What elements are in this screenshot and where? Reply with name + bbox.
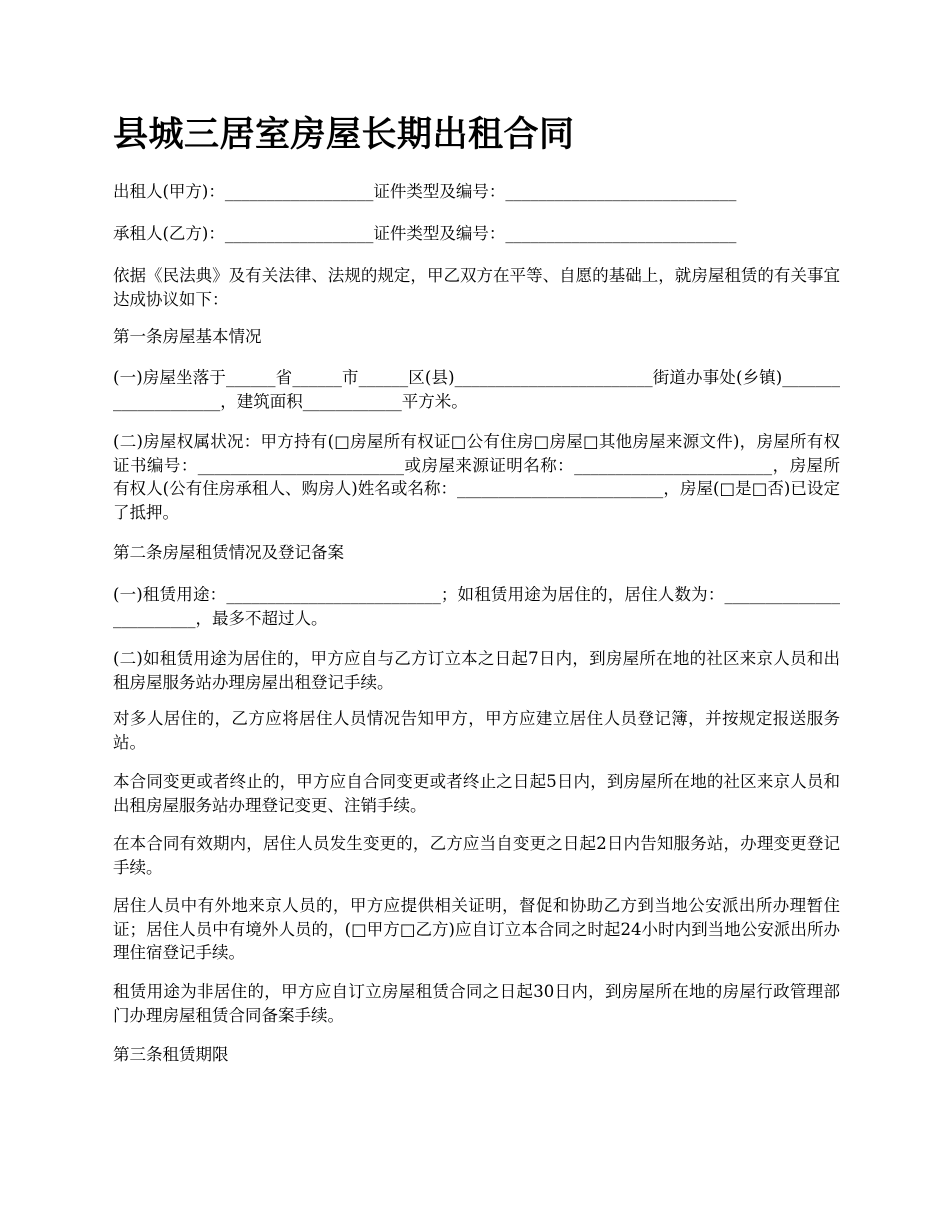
article-2-heading: 第二条房屋租赁情况及登记备案 <box>113 543 344 562</box>
document-title: 县城三居室房屋长期出租合同 <box>113 115 575 155</box>
resident-change-paragraph: 在本合同有效期内，居住人员发生变更的，乙方应当自变更之日起2日内告知服务站，办理变更登记手续。 <box>113 834 840 877</box>
article-1-clause-2: (二)房屋权属状况：甲方持有(□房屋所有权证□公有住房□房屋□其他房屋来源文件)，房屋所有权证书编号：_________________________或房屋来源证明名称：________________________，房屋所有权人(公有住房承租人、购房人)姓名或名称：_________________________，房屋(□是□否)已设定了抵押。 <box>113 432 840 522</box>
article-3-heading: 第三条租赁期限 <box>113 1045 229 1064</box>
article-2-clause-2: (二)如租赁用途为居住的，甲方应自与乙方订立本之日起7日内，到房屋所在地的社区来京人员和出租房屋服务站办理房屋出租登记手续。 <box>113 649 840 692</box>
multi-resident-paragraph: 对多人居住的，乙方应将居住人员情况告知甲方，甲方应建立居住人员登记簿，并按规定报送服务站。 <box>113 709 840 752</box>
change-termination-paragraph: 本合同变更或者终止的，甲方应自合同变更或者终止之日起5日内，到房屋所在地的社区来京人员和出租房屋服务站办理登记变更、注销手续。 <box>113 772 840 815</box>
preamble: 依据《民法典》及有关法律、法规的规定，甲乙双方在平等、自愿的基础上，就房屋租赁的有关事宜达成协议如下： <box>113 266 840 309</box>
nonlocal-resident-paragraph: 居住人员中有外地来京人员的，甲方应提供相关证明，督促和协助乙方到当地公安派出所办理暂住证；居住人员中有境外人员的，(□甲方□乙方)应自订立本合同之时起24小时内到当地公安派出所办理住宿登记手续。 <box>113 896 840 962</box>
landlord-line: 出租人(甲方)：__________________证件类型及编号：____________________________ <box>113 182 737 201</box>
article-1-heading: 第一条房屋基本情况 <box>113 327 262 346</box>
article-1-clause-1: (一)房屋坐落于______省______市______区(县)________________________街道办事处(乡镇)____________________，建筑面积____________平方米。 <box>113 368 840 411</box>
article-2-clause-1: (一)租赁用途：__________________________；如租赁用途为居住的，居住人数为：________________________，最多不超过人。 <box>113 585 840 628</box>
tenant-line: 承租人(乙方)：__________________证件类型及编号：____________________________ <box>113 224 737 243</box>
non-residential-paragraph: 租赁用途为非居住的，甲方应自订立房屋租赁合同之日起30日内，到房屋所在地的房屋行政管理部门办理房屋租赁合同备案手续。 <box>113 982 840 1025</box>
